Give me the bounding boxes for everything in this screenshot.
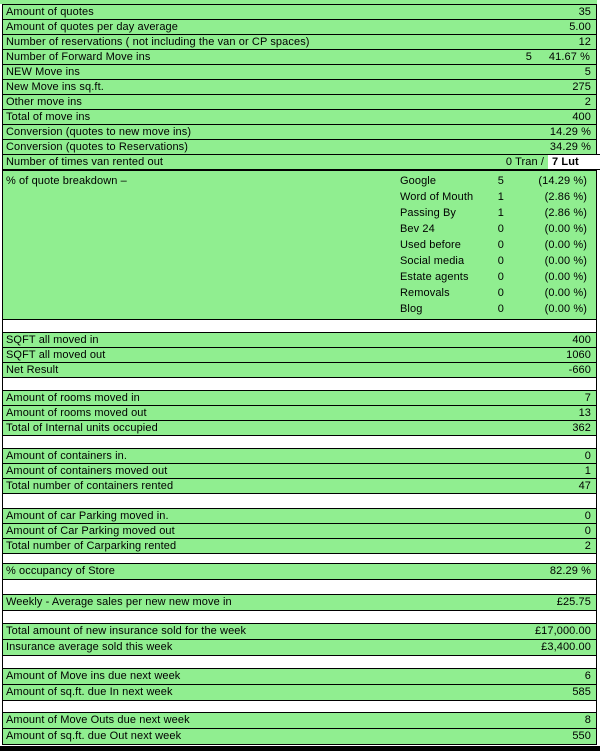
row-label: Conversion (quotes to Reservations) (6, 141, 189, 153)
row-label: Number of Forward Move ins (6, 51, 151, 63)
table-row[interactable] (3, 524, 596, 539)
spacer-row (3, 656, 596, 669)
row-count-value: 5 (525, 50, 532, 63)
row-value: 2 (584, 539, 591, 552)
table-row[interactable] (3, 80, 596, 95)
source-percent: (0.00 %) (544, 302, 587, 315)
table-row[interactable] (3, 155, 596, 170)
source-count: 0 (497, 270, 504, 283)
source-label: Passing By (400, 206, 457, 219)
row-value: 362 (572, 421, 591, 434)
source-label: Blog (400, 302, 423, 315)
row-label: Amount of Car Parking moved out (6, 525, 175, 537)
row-value: 0 (584, 509, 591, 522)
source-percent: (0.00 %) (544, 222, 587, 235)
row-label: Total of move ins (6, 111, 91, 123)
row-value: £25.75 (556, 596, 591, 608)
source-label: Estate agents (400, 270, 469, 283)
source-percent: (0.00 %) (544, 238, 587, 251)
table-row[interactable] (3, 669, 596, 685)
source-percent: (0.00 %) (544, 254, 587, 267)
row-label: SQFT all moved in (6, 334, 99, 346)
table-row[interactable] (3, 140, 596, 155)
breakdown-item[interactable] (400, 173, 596, 189)
row-label: Total number of containers rented (6, 480, 174, 492)
source-percent: (2.86 %) (544, 190, 587, 203)
table-row[interactable] (3, 348, 596, 363)
table-row[interactable] (3, 110, 596, 125)
row-label: SQFT all moved out (6, 349, 106, 361)
breakdown-list (400, 173, 596, 317)
row-label: Number of reservations ( not including the van or CP spaces) (6, 36, 310, 48)
table-row[interactable] (3, 449, 596, 464)
breakdown-item[interactable] (400, 269, 596, 285)
table-row[interactable] (3, 479, 596, 494)
spacer-row (3, 378, 596, 391)
quote-breakdown-block[interactable] (3, 170, 596, 320)
spacer-row (3, 554, 596, 564)
row-label: New Move ins sq.ft. (6, 81, 104, 93)
row-label: Total number of Carparking rented (6, 540, 177, 552)
row-value: £17,000.00 (534, 625, 591, 637)
row-value: 14.29 % (549, 125, 591, 138)
source-label: Social media (400, 254, 465, 267)
row-label: Amount of sq.ft. due In next week (6, 687, 173, 698)
table-row[interactable] (3, 713, 596, 729)
row-label: Amount of quotes per day average (6, 21, 178, 33)
row-value: 12 (578, 35, 591, 48)
row-label: Conversion (quotes to new move ins) (6, 126, 192, 138)
source-label: Word of Mouth (400, 190, 474, 203)
row-value: 275 (572, 80, 591, 93)
row-value: £3,400.00 (541, 641, 591, 653)
table-row[interactable] (3, 5, 596, 20)
row-value: 6 (584, 670, 591, 682)
row-label: Insurance average sold this week (6, 642, 173, 653)
table-row[interactable] (3, 20, 596, 35)
row-value: 585 (572, 686, 591, 698)
row-value: 550 (572, 730, 591, 742)
row-label: Amount of containers in. (6, 450, 128, 462)
row-value: 8 (584, 714, 591, 726)
row-label: Amount of quotes (6, 6, 94, 18)
spacer-row (3, 580, 596, 595)
row-label: Amount of rooms moved in (6, 392, 140, 404)
source-label: Google (400, 174, 437, 187)
spacer-row (3, 494, 596, 509)
row-value: 0 (584, 524, 591, 537)
row-label: Amount of Move Outs due next week (6, 715, 190, 726)
table-row[interactable] (3, 685, 596, 701)
row-value: -660 (568, 363, 591, 376)
table-row[interactable] (3, 421, 596, 436)
table-row[interactable] (3, 595, 596, 611)
report-table (2, 4, 597, 745)
row-value: 400 (572, 333, 591, 346)
table-row[interactable] (3, 406, 596, 421)
table-row[interactable] (3, 509, 596, 524)
source-label: Bev 24 (400, 222, 435, 235)
table-row[interactable] (3, 35, 596, 50)
row-label: % occupancy of Store (6, 566, 116, 577)
table-row[interactable] (3, 333, 596, 348)
table-row[interactable] (3, 624, 596, 640)
breakdown-item[interactable] (400, 301, 596, 317)
table-row[interactable] (3, 125, 596, 140)
table-row[interactable] (3, 729, 596, 745)
table-row[interactable] (3, 363, 596, 378)
row-value: 5 (584, 65, 591, 78)
breakdown-item[interactable] (400, 237, 596, 253)
source-label: Used before (400, 238, 462, 251)
row-label: Weekly - Average sales per new new move in (6, 597, 232, 608)
row-label: Total amount of new insurance sold for the week (6, 626, 247, 637)
source-count: 0 (497, 286, 504, 299)
table-row[interactable] (3, 640, 596, 656)
source-percent: (2.86 %) (544, 206, 587, 219)
row-label: Amount of rooms moved out (6, 407, 147, 419)
row-label: Total of Internal units occupied (6, 422, 158, 434)
source-percent: (14.29 %) (538, 174, 587, 187)
row-label: Amount of sq.ft. due Out next week (6, 731, 182, 742)
row-value: 35 (578, 5, 591, 18)
spacer-row (3, 701, 596, 713)
source-count: 0 (497, 222, 504, 235)
row-label: Amount of car Parking moved in. (6, 510, 169, 522)
row-percent-value: 41.67 % (548, 50, 590, 63)
table-row[interactable] (3, 65, 596, 80)
source-count: 0 (497, 302, 504, 315)
breakdown-item[interactable] (400, 253, 596, 269)
breakdown-label: % of quote breakdown – (6, 175, 127, 187)
spacer-row (3, 320, 596, 333)
source-count: 0 (497, 254, 504, 267)
source-count: 1 (497, 206, 504, 219)
spacer-row (3, 436, 596, 449)
source-count: 1 (497, 190, 504, 203)
row-label: Number of times van rented out (6, 156, 164, 168)
source-count: 5 (497, 174, 504, 187)
row-value: 2 (584, 95, 591, 108)
spacer-row (3, 611, 596, 624)
row-label: Amount of Move ins due next week (6, 671, 181, 682)
table-row[interactable] (3, 464, 596, 479)
row-label: Other move ins (6, 96, 82, 108)
breakdown-item[interactable] (400, 221, 596, 237)
table-row[interactable] (3, 95, 596, 110)
row-value: 13 (578, 406, 591, 419)
source-count: 0 (497, 238, 504, 251)
highlighted-cell[interactable]: 7 Lut (548, 154, 600, 170)
row-value: 5.00 (569, 20, 591, 33)
table-row[interactable] (3, 50, 596, 65)
source-label: Removals (400, 286, 450, 299)
breakdown-item[interactable] (400, 189, 596, 205)
row-value: 1060 (566, 348, 591, 361)
source-percent: (0.00 %) (544, 270, 587, 283)
row-value: 34.29 % (549, 140, 591, 153)
row-label: Net Result (6, 364, 59, 376)
table-row[interactable] (3, 391, 596, 406)
table-bottom-border (0, 746, 600, 751)
table-row[interactable] (3, 539, 596, 554)
row-value: 7 (584, 391, 591, 404)
row-value: 0 Tran / (505, 155, 544, 168)
row-value: 0 (584, 449, 591, 462)
row-value: 82.29 % (549, 565, 591, 577)
breakdown-item[interactable] (400, 205, 596, 221)
row-label: NEW Move ins (6, 66, 80, 78)
row-label: Amount of containers moved out (6, 465, 168, 477)
row-value: 47 (578, 479, 591, 492)
row-value: 1 (584, 464, 591, 477)
row-value: 400 (572, 110, 591, 123)
source-percent: (0.00 %) (544, 286, 587, 299)
breakdown-item[interactable] (400, 285, 596, 301)
table-row[interactable] (3, 564, 596, 580)
